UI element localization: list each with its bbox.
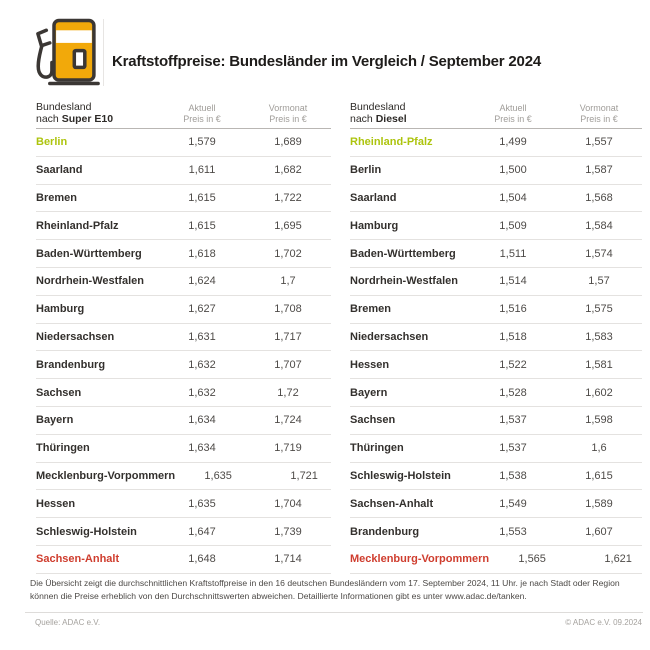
aktuell-value: 1,611 <box>188 164 216 177</box>
state-column-header: Bundesland nach Diesel <box>350 101 407 125</box>
vormonat-value: 1,583 <box>585 330 613 343</box>
table-row <box>350 490 642 518</box>
vormonat-value: 1,587 <box>585 164 613 177</box>
table-row <box>350 518 642 546</box>
table-row <box>350 240 642 268</box>
aktuell-value: 1,511 <box>499 247 527 260</box>
state-name: Saarland <box>350 191 397 204</box>
aktuell-value: 1,631 <box>188 330 216 343</box>
state-name: Bremen <box>36 191 77 204</box>
state-name: Sachsen <box>36 386 82 399</box>
aktuell-value: 1,499 <box>499 136 527 149</box>
state-name: Baden-Württemberg <box>36 247 142 260</box>
footnote: Die Übersicht zeigt die durchschnittlichen Kraftstoffpreise in den 16 deutschen Bundesländern vom 17. September 2024, 11 Uhr. je nach Stadt oder Region können die Preise erheblich von den Durchschnittswerten abweichen. Detaillierte Informationen gibt es unter www.adac.de/tanken. <box>30 578 620 601</box>
aktuell-value: 1,618 <box>188 247 216 260</box>
state-name: Brandenburg <box>350 525 420 538</box>
vormonat-value: 1,72 <box>277 386 299 399</box>
footer-divider <box>25 612 643 613</box>
vormonat-value: 1,6 <box>591 442 607 455</box>
state-name: Niedersachsen <box>36 330 115 343</box>
table-row <box>36 129 331 157</box>
table-header <box>350 99 642 129</box>
state-name: Niedersachsen <box>350 330 429 343</box>
table-row <box>350 463 642 491</box>
table-body <box>36 129 331 574</box>
header-divider <box>103 19 104 86</box>
state-name: Rheinland-Pfalz <box>36 219 119 232</box>
vormonat-value: 1,584 <box>585 219 613 232</box>
aktuell-value: 1,537 <box>499 442 527 455</box>
vormonat-value: 1,574 <box>585 247 613 260</box>
aktuell-value: 1,627 <box>188 303 216 316</box>
table-row <box>36 379 331 407</box>
vormonat-value: 1,575 <box>585 303 613 316</box>
aktuell-value: 1,647 <box>188 525 216 538</box>
credits-bar <box>35 618 642 627</box>
table-diesel <box>350 99 642 574</box>
aktuell-value: 1,509 <box>499 219 527 232</box>
table-row <box>36 212 331 240</box>
table-row <box>36 351 331 379</box>
vormonat-value: 1,721 <box>290 469 318 482</box>
aktuell-value: 1,648 <box>188 553 216 566</box>
vormonat-value: 1,589 <box>585 497 613 510</box>
aktuell-value: 1,518 <box>499 330 527 343</box>
table-row <box>36 185 331 213</box>
fuel-pump-icon <box>33 15 103 89</box>
state-name: Berlin <box>36 136 68 149</box>
vormonat-value: 1,708 <box>274 303 302 316</box>
table-row <box>36 157 331 185</box>
state-name: Sachsen <box>350 414 396 427</box>
state-name: Nordrhein-Westfalen <box>36 275 144 288</box>
vormonat-value: 1,695 <box>274 219 302 232</box>
state-column-header: Bundesland nach Super E10 <box>36 101 114 125</box>
state-name: Nordrhein-Westfalen <box>350 275 458 288</box>
vormonat-value: 1,682 <box>274 164 302 177</box>
aktuell-value: 1,537 <box>499 414 527 427</box>
vormonat-value: 1,568 <box>585 191 613 204</box>
table-row <box>350 546 642 574</box>
aktuell-value: 1,500 <box>499 164 527 177</box>
table-row <box>36 407 331 435</box>
vormonat-value: 1,557 <box>585 136 613 149</box>
vormonat-value: 1,615 <box>585 469 613 482</box>
aktuell-column-header: Aktuell Preis in € <box>494 103 532 124</box>
state-name: Saarland <box>36 164 83 177</box>
page-title: Kraftstoffpreise: Bundesländer im Vergleich / September 2024 <box>112 53 541 70</box>
vormonat-value: 1,602 <box>585 386 613 399</box>
state-name: Rheinland-Pfalz <box>350 136 433 149</box>
vormonat-value: 1,724 <box>274 414 302 427</box>
aktuell-value: 1,549 <box>499 497 527 510</box>
vormonat-value: 1,57 <box>588 275 610 288</box>
aktuell-value: 1,632 <box>188 358 216 371</box>
vormonat-column-header: Vormonat Preis in € <box>579 103 619 124</box>
table-body <box>350 129 642 574</box>
aktuell-value: 1,553 <box>499 525 527 538</box>
aktuell-value: 1,579 <box>188 136 216 149</box>
state-name: Bayern <box>36 414 74 427</box>
aktuell-value: 1,632 <box>188 386 216 399</box>
table-row <box>350 129 642 157</box>
vormonat-value: 1,719 <box>274 442 302 455</box>
state-name: Brandenburg <box>36 358 106 371</box>
table-row <box>36 268 331 296</box>
vormonat-value: 1,607 <box>585 525 613 538</box>
state-name: Baden-Württemberg <box>350 247 456 260</box>
vormonat-value: 1,702 <box>274 247 302 260</box>
vormonat-value: 1,739 <box>274 525 302 538</box>
table-row <box>350 185 642 213</box>
vormonat-value: 1,621 <box>604 553 632 566</box>
vormonat-value: 1,689 <box>274 136 302 149</box>
aktuell-value: 1,522 <box>499 358 527 371</box>
state-name: Bayern <box>350 386 388 399</box>
state-name: Thüringen <box>36 442 90 455</box>
vormonat-value: 1,714 <box>274 553 302 566</box>
aktuell-column-header: Aktuell Preis in € <box>183 103 221 124</box>
table-row <box>36 324 331 352</box>
aktuell-value: 1,634 <box>188 442 216 455</box>
vormonat-value: 1,7 <box>280 275 296 288</box>
table-row <box>350 435 642 463</box>
aktuell-value: 1,615 <box>188 191 216 204</box>
copyright-credit: © ADAC e.V. 09.2024 <box>565 618 642 627</box>
aktuell-value: 1,634 <box>188 414 216 427</box>
state-name: Mecklenburg-Vorpommern <box>350 553 490 566</box>
aktuell-value: 1,615 <box>188 219 216 232</box>
table-row <box>350 268 642 296</box>
table-super-e10 <box>36 99 331 574</box>
table-row <box>350 379 642 407</box>
table-row <box>36 435 331 463</box>
state-name: Schleswig-Holstein <box>36 525 137 538</box>
vormonat-value: 1,598 <box>585 414 613 427</box>
state-name: Sachsen-Anhalt <box>36 553 120 566</box>
table-row <box>36 463 331 491</box>
state-name: Sachsen-Anhalt <box>350 497 434 510</box>
state-name: Schleswig-Holstein <box>350 469 451 482</box>
aktuell-value: 1,528 <box>499 386 527 399</box>
state-name: Thüringen <box>350 442 404 455</box>
vormonat-column-header: Vormonat Preis in € <box>268 103 308 124</box>
table-row <box>36 518 331 546</box>
aktuell-value: 1,504 <box>499 191 527 204</box>
source-credit: Quelle: ADAC e.V. <box>35 618 101 627</box>
state-name: Hamburg <box>36 303 85 316</box>
state-name: Mecklenburg-Vorpommern <box>36 469 176 482</box>
vormonat-value: 1,704 <box>274 497 302 510</box>
state-name: Berlin <box>350 164 382 177</box>
state-name: Hamburg <box>350 219 399 232</box>
vormonat-value: 1,581 <box>585 358 613 371</box>
table-row <box>36 546 331 574</box>
aktuell-value: 1,635 <box>188 497 216 510</box>
aktuell-value: 1,516 <box>499 303 527 316</box>
table-row <box>350 296 642 324</box>
table-row <box>350 407 642 435</box>
table-row <box>36 296 331 324</box>
table-row <box>36 490 331 518</box>
aktuell-value: 1,624 <box>188 275 216 288</box>
table-header <box>36 99 331 129</box>
table-row <box>350 212 642 240</box>
state-name: Hessen <box>350 358 390 371</box>
vormonat-value: 1,722 <box>274 191 302 204</box>
vormonat-value: 1,717 <box>274 330 302 343</box>
aktuell-value: 1,514 <box>499 275 527 288</box>
table-row <box>350 324 642 352</box>
state-name: Bremen <box>350 303 391 316</box>
table-row <box>350 157 642 185</box>
table-row <box>36 240 331 268</box>
aktuell-value: 1,538 <box>499 469 527 482</box>
state-name: Hessen <box>36 497 76 510</box>
table-row <box>350 351 642 379</box>
aktuell-value: 1,565 <box>518 553 546 566</box>
aktuell-value: 1,635 <box>204 469 232 482</box>
vormonat-value: 1,707 <box>274 358 302 371</box>
